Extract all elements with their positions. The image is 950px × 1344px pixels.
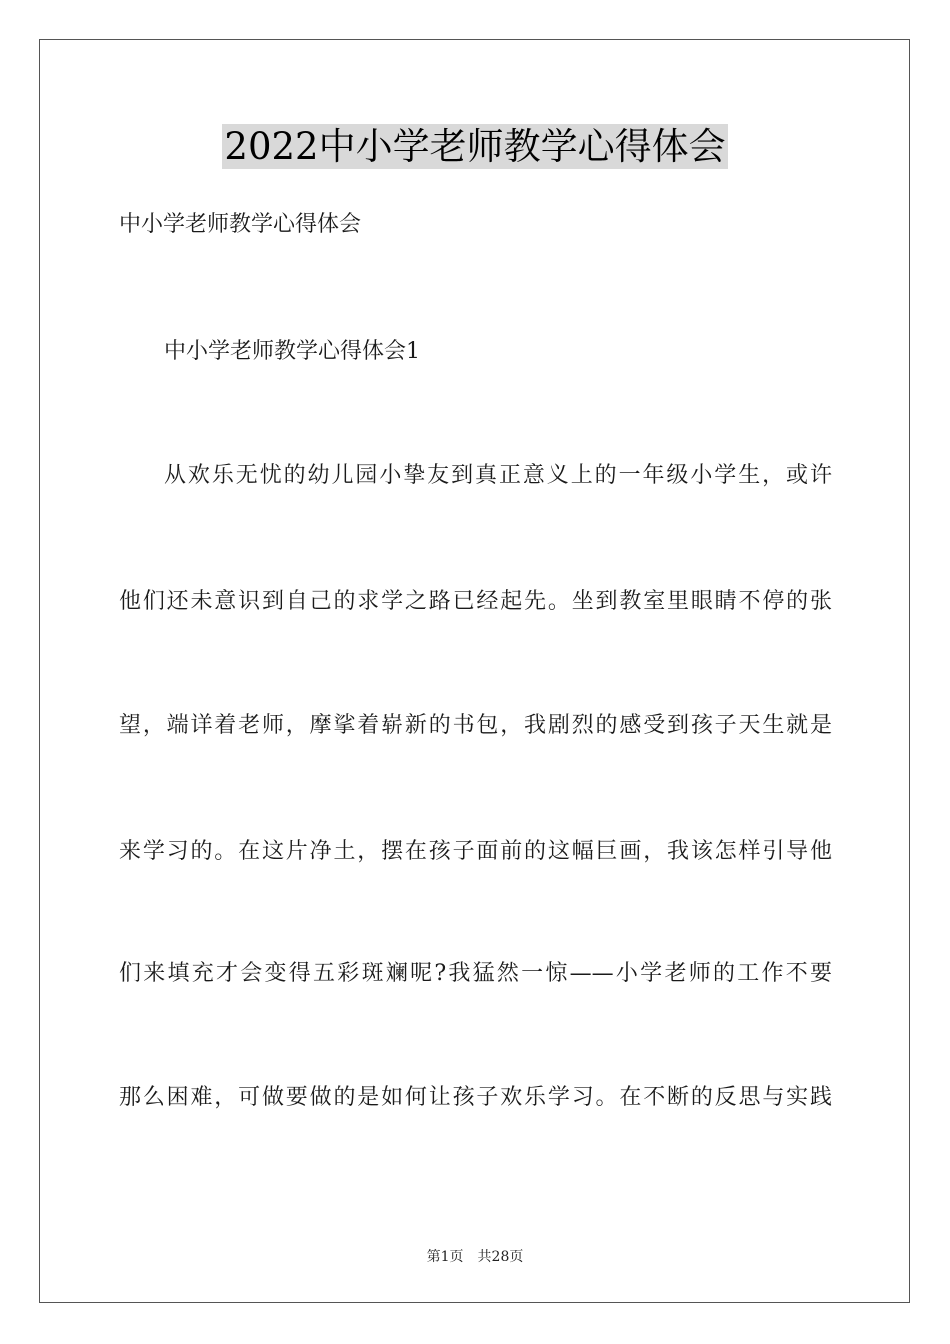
page-footer: 第1页 共28页 <box>426 1249 524 1265</box>
document-title: 2022中小学老师教学心得体会 <box>224 125 726 168</box>
paragraph-line: 们来填充才会变得五彩斑斓呢?我猛然一惊——小学老师的工作不要 <box>119 961 832 986</box>
document-subtitle: 中小学老师教学心得体会 <box>119 212 362 237</box>
paragraph-line: 望，端详着老师，摩挲着崭新的书包，我剧烈的感受到孩子天生就是 <box>119 713 832 738</box>
paragraph-line: 来学习的。在这片净土，摆在孩子面前的这幅巨画，我该怎样引导他 <box>119 839 832 864</box>
paragraph-line: 从欢乐无忧的幼儿园小挚友到真正意义上的一年级小学生，或许 <box>164 463 832 488</box>
section-heading: 中小学老师教学心得体会1 <box>164 339 420 364</box>
document-title-block <box>0 124 950 169</box>
paragraph-line: 他们还未意识到自己的求学之路已经起先。坐到教室里眼睛不停的张 <box>119 589 832 614</box>
paragraph-line: 那么困难，可做要做的是如何让孩子欢乐学习。在不断的反思与实践 <box>119 1085 832 1110</box>
